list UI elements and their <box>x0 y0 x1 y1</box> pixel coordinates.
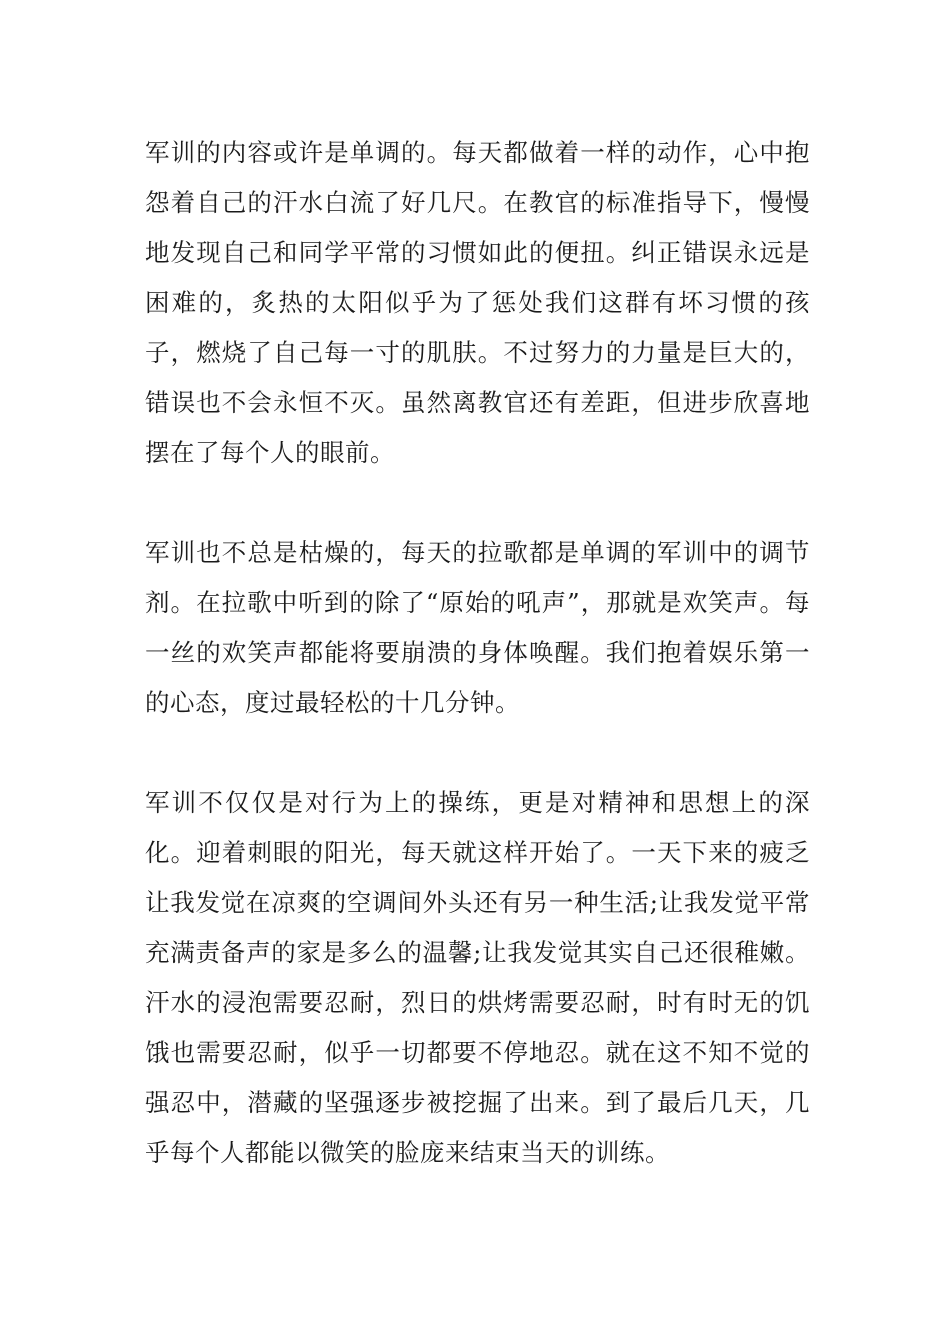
paragraph-1: 军训的内容或许是单调的。每天都做着一样的动作，心中抱怨着自己的汗水白流了好几尺。在教官的标准指导下，慢慢地发现自己和同学平常的习惯如此的便扭。纠正错误永远是困难的，炙热的太阳似乎为了惩处我们这群有坏习惯的孩子，燃烧了自己每一寸的肌肤。不过努力的力量是巨大的，错误也不会永恒不灭。虽然离教官还有差距，但进步欣喜地摆在了每个人的眼前。 <box>145 138 810 467</box>
document-page <box>145 128 810 1178</box>
paragraph-gap <box>145 728 810 778</box>
paragraph-gap <box>145 478 810 528</box>
paragraph-3: 军训不仅仅是对行为上的操练，更是对精神和思想上的深化。迎着刺眼的阳光，每天就这样开始了。一天下来的疲乏让我发觉在凉爽的空调间外头还有另一种生活;让我发觉平常充满责备声的家是多么的温馨;让我发觉其实自己还很稚嫩。汗水的浸泡需要忍耐，烈日的烘烤需要忍耐，时有时无的饥饿也需要忍耐，似乎一切都要不停地忍。就在这不知不觉的强忍中，潜藏的坚强逐步被挖掘了出来。到了最后几天，几乎每个人都能以微笑的脸庞来结束当天的训练。 <box>145 788 810 1167</box>
paragraph-2: 军训也不总是枯燥的，每天的拉歌都是单调的军训中的调节剂。在拉歌中听到的除了“原始的吼声”，那就是欢笑声。每一丝的欢笑声都能将要崩溃的身体唤醒。我们抱着娱乐第一的心态，度过最轻松的十几分钟。 <box>145 538 810 717</box>
